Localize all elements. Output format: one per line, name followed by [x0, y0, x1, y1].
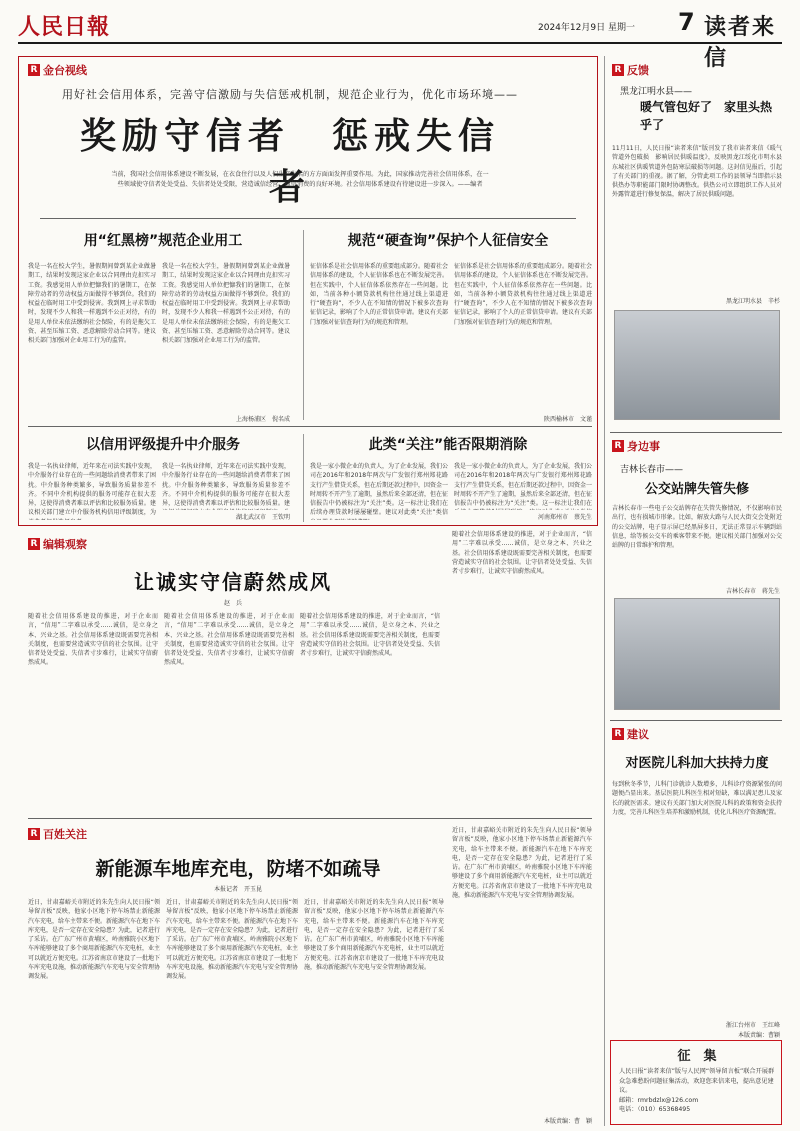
- s1-body: 11月11日，人民日报“读者来信”版刊发了我市读者来信《暖气管道外包破损 影响居民供暖温度》，反映黑龙江绥化市明水县东城社区供暖管道外包防寒层破损等问题。这封信见报后，引起了有关部门的重视。据了解，分管此项工作的县领导当即指示县供热办等职能部门限时协调整改。供热公司立即组织工作人员对外露管道进行修复保温，解决了居民供暖问题。: [612, 145, 782, 199]
- main-subtitle: 用好社会信用体系，完善守信激励与失信惩戒机制，规范企业行为，优化市场环境——: [62, 88, 518, 101]
- s2-credit: 吉林长春市 蒋先生: [725, 588, 780, 595]
- headline-article-1: 用“红黑榜”规范企业用工: [83, 233, 243, 249]
- invite-text: [619, 1067, 775, 1115]
- s2-kicker: 吉林长春市——: [620, 465, 684, 475]
- article-1-body-col-2: 我是一名在校大学生，暑假期间曾到某企业做暑期工，结果时发现这家企业以合同理由克扣实习工资。我感觉用人单位把慷我们的暑期工，在保障劳动者的劳动权益方面做得不够到位。我们的权益在临时用工中受到侵害。我到网上寻求帮助时，发现不少人和我一样遇到不公正对待，有的是用人单位未依法缴纳社会保险，有的是拖欠工资、甚至压缩工资、恶意解除劳动合同等。建议相关部门加强对企业用工行为的监管。: [162, 263, 290, 345]
- r-badge-icon: R: [28, 828, 40, 840]
- main-intro: 当前，我国社会信用体系建设不断发展，在衣食住行以及人们生产生活的方方面面发挥重要作用。为此，国家推动完善社会信用体系，在一些领域使守信者处处受益、失信者处处受限，营造诚信经营、诚信消费的良好环境。社会信用体系建设有待建设进一步深入。——编者: [111, 171, 489, 188]
- column-head-feedback: R 反馈: [612, 62, 649, 78]
- bus-stop-photo: [614, 598, 780, 710]
- page-editor-credit: 本版责编：曹 颖: [543, 1118, 592, 1125]
- feature-body-col-4: 随着社会信用体系建设的推进，对于企业而言，“信用”二字难以承受……诚信，是立身之本、兴业之基。社会信用体系建设既需要完善相关制度，也需要营造诚实守信的社会氛围。让守信者处处受益、失信者寸步难行，让诚实守信蔚然成风。: [452, 531, 592, 576]
- r-badge-icon: R: [612, 440, 624, 452]
- s3-headline: 对医院儿科加大扶持力度: [625, 756, 769, 771]
- column-head-editor: R 编辑观察: [28, 536, 87, 552]
- people-body-col-1: 近日，甘肃嘉峪关市附近的朱先生向人民日报“领导留言板”反映，他家小区地下停车场禁止新能源汽车充电，给车主带来不便。新能源汽车在地下车库充电，是否一定存在安全隐患？为此，记者进行了采访。在广东广州市黄埔区，岭南雅院小区地下车库能够建设了多个商用新能源汽车充电桩，业主可以就近方便充电。江苏省南京市建设了一批地下车库充电设施，推动新能源汽车充电与安全管理协调发展。: [28, 899, 160, 981]
- divider: [610, 432, 782, 433]
- s1-headline: 暖气管包好了 家里头热乎了: [640, 100, 773, 132]
- article-1-credit: 上海杨浦区 倪名成: [235, 416, 290, 423]
- date-line: 2024年12月9日 星期一: [538, 23, 635, 33]
- article-3-body-col-1: 我是一名执业律师，近年来在司法实践中发现，中介服务行业存在的一些问题给消费者带来了困扰。中介服务种类繁多，导致服务质量参差不齐。不同中介机构提供的服务可能存在很大差异，这使得消费者难以评估和比较服务质量。建议相关部门建立中介服务机构信用评级制度，为: [28, 463, 156, 517]
- column-head-people: R 百姓关注: [28, 826, 87, 842]
- article-2-body-col-2: 征信体系是社会信用体系的重要组成部分。随着社会信用体系的建设，个人征信体系也在不断发展完善。但在实践中，个人征信体系依然存在一些问题。比如，当前各种小额贷款机构往往通过线上渠道进行“硬查询”，不少人在不知情的情况下被多次查询征信记录，影响了个人的正常信贷申请。建议有关部门加强对征信查询行为的规范和管理。: [454, 263, 592, 326]
- invite-email: 邮箱：rmrbdzlx@126.com: [619, 1096, 699, 1104]
- article-2-credit: 陕西榆林市 文谨: [543, 416, 592, 423]
- r-badge-icon: R: [612, 64, 624, 76]
- article-4-credit: 河南郑州市 蔡先生: [537, 514, 592, 521]
- main-title: 奖励守信者 惩戒失信者: [79, 116, 500, 208]
- newspaper-logo: 人民日報: [18, 14, 111, 40]
- article-4-body-col-2: 我是一家小微企业的负责人，为了企业发展，我们公司在2016年和2018年两次与广发银行郑州郑花路支行产生借贷关系，但在后期还款过程中，因资金一时周转不开产生了逾期，虽然后来全部还清，但在征信报告中仍被标注为“关注”类。这一标注让我们在: [454, 463, 592, 508]
- people-byline: 本报记者 开玉昆: [213, 886, 262, 893]
- article-2-body-col-1: 征信体系是社会信用体系的重要组成部分。随着社会信用体系的建设，个人征信体系也在不断发展完善。但在实践中，个人征信体系依然存在一些问题。比如，当前各种小额贷款机构往往通过线上渠道进行“硬查询”，不少人在不知情的情况下被多次查询征信记录，影响了个人的正常信贷申请。建议有关部门加强对征信查询行为的规范和管理。: [310, 263, 448, 326]
- headline-article-3: 以信用评级提升中介服务: [86, 437, 240, 453]
- r-badge-icon: R: [28, 64, 40, 76]
- divider: [303, 230, 304, 420]
- s1-credit: 黑龙江明水县 辛杉: [725, 298, 780, 305]
- people-body-col-4: 近日，甘肃嘉峪关市附近的朱先生向人民日报“领导留言板”反映，他家小区地下停车场禁止新能源汽车充电，给车主带来不便。新能源汽车在地下车库充电，是否一定存在安全隐患？为此，记者进行了采访。在广东广州市黄埔区，岭南雅院小区地下车库能够建设了多个商用新能源汽车充电桩，业主可以就近方便充电。江苏省南京市建设了一批地下车库充电设施，推动新能源汽车充电与安全管理协调发展。: [452, 827, 592, 900]
- s2-headline: 公交站牌失管失修: [644, 482, 749, 497]
- page-number: 7: [678, 8, 695, 36]
- feature-byline: 赵 兵: [223, 600, 242, 607]
- pipe-photo: [614, 310, 780, 420]
- people-body-col-2: 近日，甘肃嘉峪关市附近的朱先生向人民日报“领导留言板”反映，他家小区地下停车场禁止新能源汽车充电，给车主带来不便。新能源汽车在地下车库充电，是否一定存在安全隐患？为此，记者进行了采访。在广东广州市黄埔区，岭南雅院小区地下车库能够建设了多个商用新能源汽车充电桩，业主可以就近方便充电。江苏省南京市建设了一批地下车库充电设施，推动新能源汽车充电与安全管理协调发展。: [166, 899, 298, 981]
- s3-credit: 浙江台州市 王红峰: [725, 1022, 780, 1029]
- article-3-body-col-2: 我是一名执业律师，近年来在司法实践中发现，中介服务行业存在的一些问题给消费者带来了困扰。中介服务种类繁多，导致服务质量参差不齐。不同中介机构提供的服务可能存在很大差异，这使得消费者难以评估和比较服务质量。建: [162, 463, 290, 508]
- divider: [604, 56, 605, 1126]
- column-head-nearby: R 身边事: [612, 438, 660, 454]
- section-title: 读者来信: [704, 15, 777, 71]
- sidebar-editor-credit: 本版责编：曹颖: [737, 1032, 780, 1039]
- s3-body: 每到秋冬季节，儿科门诊就诊人数增多，儿科诊疗资源紧张的问题便凸显出来。基层医院儿科医生相对短缺，难以满足患儿及家长的就医需求。建议有关部门加大对医院儿科的政策和资金扶持力度，完善儿科医生培养和激励机制，优化儿科医疗资源配置。: [612, 781, 782, 816]
- s1-kicker: 黑龙江明水县——: [620, 87, 693, 97]
- invite-box: [610, 1040, 782, 1125]
- headline-article-4: 此类“关注”能否限期消除: [368, 437, 528, 453]
- invite-phone: 电话：（010）65368495: [619, 1106, 691, 1113]
- headline-people: 新能源车地库充电，防堵不如疏导: [95, 858, 381, 880]
- r-badge-icon: R: [612, 728, 624, 740]
- people-body-col-3: 近日，甘肃嘉峪关市附近的朱先生向人民日报“领导留言板”反映，他家小区地下停车场禁止新能源汽车充电，给车主带来不便。新能源汽车在地下车库充电，是否一定存在安全隐患？为此，记者进行了采访。在广东广州市黄埔区，岭南雅院小区地下车库能够建设了多个商用新能源汽车充电桩，业主可以就近方便充电。江苏省南京市建设了一批地下车库充电设施，推动新能源汽车充电与安全管理协调发展。: [304, 899, 444, 972]
- divider: [40, 218, 576, 219]
- feature-body-col-3: 随着社会信用体系建设的推进，对于企业而言，“信用”二字难以承受……诚信，是立身之本、兴业之基。社会信用体系建设既需要完善相关制度，也需要营造诚实守信的社会氛围。让守信者处处受益、失信者寸步难行，让诚实守信蔚然成风。: [300, 613, 440, 658]
- headline-feature: 让诚实守信蔚然成风: [134, 570, 332, 594]
- headline-article-2: 规范“硬查询”保护个人征信安全: [347, 233, 549, 249]
- column-head-suggestion: R 建议: [612, 726, 649, 742]
- invite-title: 征 集: [677, 1049, 717, 1064]
- feature-body-col-2: 随着社会信用体系建设的推进，对于企业而言，“信用”二字难以承受……诚信，是立身之本、兴业之基。社会信用体系建设既需要完善相关制度，也需要营造诚实守信的社会氛围。让守信者处处受益、失信者寸步难行，让诚实守信蔚然成风。: [164, 613, 294, 667]
- article-3-credit: 湖北武汉市 王钦明: [235, 514, 290, 521]
- article-4-body-col-1: 我是一家小微企业的负责人，为了企业发展，我们公司在2016年和2018年两次与广发银行郑州郑花路支行产生借贷关系，但在后期还款过程中，因资金一时周转不开产生了逾期，虽然后来全部还清，但在征信报告中仍被标注为“关注”类。这一标注让我们在后续办理贷款时屡屡碰壁。建议对此类“关注”类信: [310, 463, 448, 517]
- s2-body: 吉林长春市一些电子公交站牌存在失管失修情况，不仅影响市民出行，也有损城市形象。比如，解放大路与人民大街交会处附近的公交站牌，电子显示屏已经黑屏多日，无法正常显示车辆到站信息，给等候公交车的乘客带来不便。建议相关部门加强对公交站牌的日常维护和管理。: [612, 505, 782, 550]
- article-1-body-col-1: 我是一名在校大学生，暑假期间曾到某企业做暑期工，结果时发现这家企业以合同理由克扣实习工资。我感觉用人单位把慷我们的暑期工，在保障劳动者的劳动权益方面做得不够到位。我们的权益在临时用工中受到侵害。我到网上寻求帮助时，发现不少人和我一样遇到不公正对待，有的是用人单位未依法缴纳社会保险，有的是拖欠工资、甚至压缩工资、恶意解除劳动合同等。建议相关部门加强对企业用工行为的监管。: [28, 263, 156, 345]
- divider: [28, 818, 592, 819]
- feature-body-col-1: 随着社会信用体系建设的推进，对于企业而言，“信用”二字难以承受……诚信，是立身之本、兴业之基。社会信用体系建设既需要完善相关制度，也需要营造诚实守信的社会氛围。让守信者处处受益、失信者寸步难行，让诚实守信蔚然成风。: [28, 613, 158, 667]
- invite-description: 人民日报“读者来信”版与人民网“领导留言板”联合开展群众急难愁盼问题征集活动，欢迎您来信来电，提出意见建议。: [619, 1068, 775, 1094]
- divider: [28, 426, 592, 427]
- divider: [610, 720, 782, 721]
- r-badge-icon: R: [28, 538, 40, 550]
- divider: [303, 434, 304, 522]
- column-head-jintai: R 金台视线: [28, 62, 87, 78]
